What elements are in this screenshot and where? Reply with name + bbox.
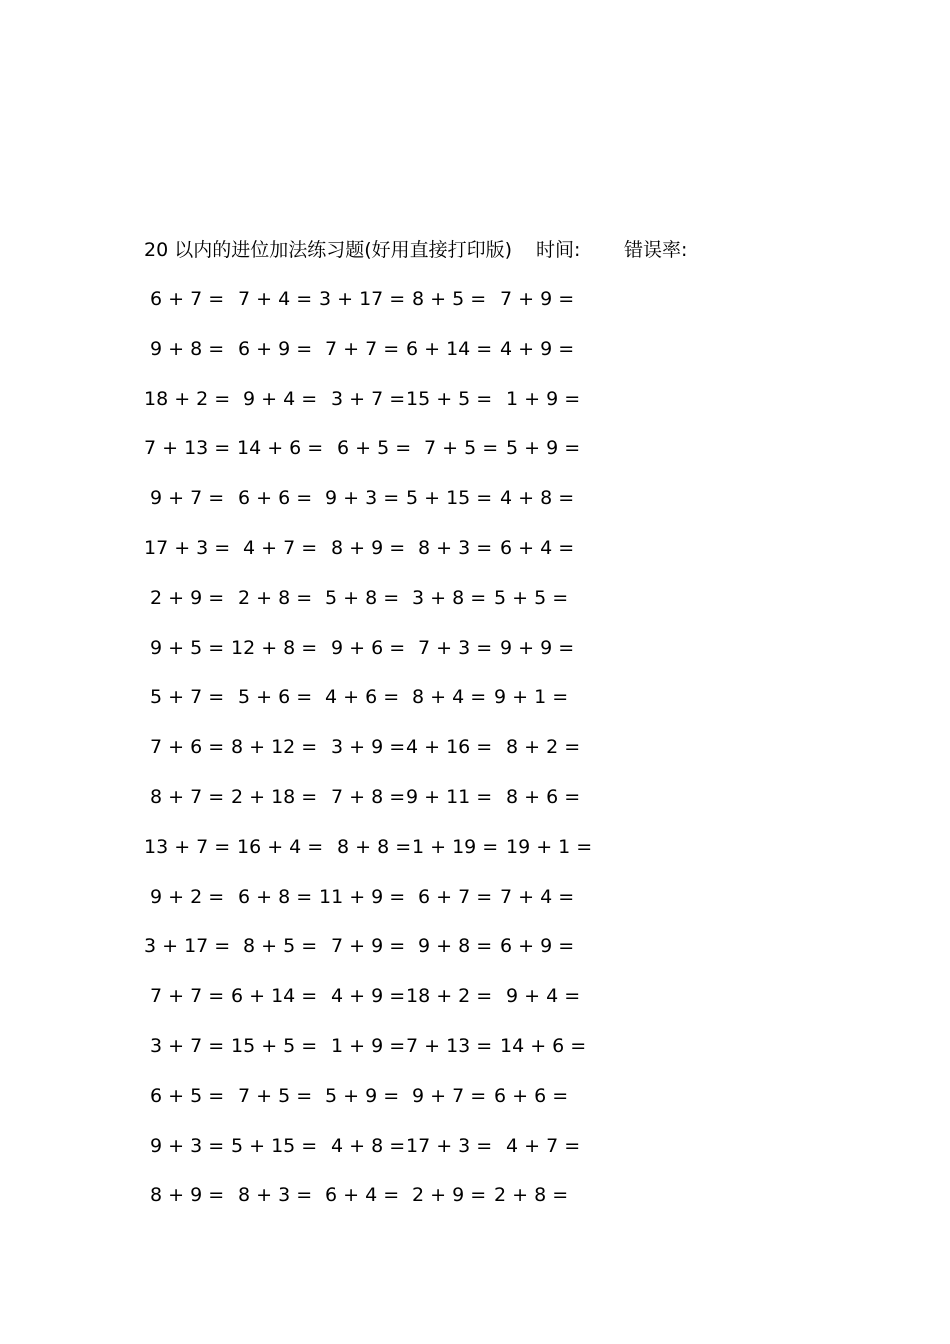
addition-problem (144, 932, 231, 960)
addition-problem (231, 1132, 318, 1160)
addition-problem (319, 285, 406, 313)
addition-problem (406, 484, 493, 512)
problem-text: 9 + 8 = (418, 935, 493, 958)
problem-text: 7 + 9 = (500, 288, 575, 310)
addition-problem (144, 833, 231, 861)
addition-problem (144, 1181, 224, 1209)
problem-row (144, 783, 604, 833)
addition-problem (231, 335, 311, 363)
problem-text: 4 + 7 = (243, 536, 318, 559)
worksheet-title: 20 以内的进位加法练习题(好用直接打印版) (144, 239, 513, 261)
addition-problem (406, 883, 493, 911)
addition-problem (406, 833, 499, 861)
problem-text: 1 + 19 = (412, 835, 499, 858)
addition-problem (144, 1082, 224, 1110)
addition-problem (406, 285, 486, 313)
addition-problem (319, 634, 406, 662)
problem-row (144, 534, 604, 584)
addition-problem (144, 1132, 224, 1160)
problem-text: 4 + 8 = (331, 1134, 406, 1157)
addition-problem (144, 733, 224, 761)
problem-text: 8 + 5 = (412, 288, 487, 310)
problem-text: 6 + 14 = (231, 985, 318, 1008)
problem-text: 3 + 17 = (144, 935, 231, 958)
problem-row (144, 434, 604, 484)
problem-text: 6 + 4 = (500, 536, 575, 559)
problem-text: 6 + 9 = (238, 337, 313, 360)
addition-problem (494, 1032, 587, 1060)
problem-text: 9 + 4 = (243, 387, 318, 410)
addition-problem (494, 883, 574, 911)
addition-problem (494, 335, 574, 363)
addition-problem (231, 683, 311, 711)
addition-problem (319, 484, 399, 512)
addition-problem (144, 584, 224, 612)
problem-text: 7 + 7 = (325, 337, 400, 360)
problem-text: 6 + 5 = (337, 437, 412, 460)
worksheet-header (144, 236, 744, 264)
problem-text: 2 + 18 = (231, 785, 318, 808)
problem-row (144, 982, 604, 1032)
addition-problem (406, 932, 493, 960)
problem-row (144, 932, 604, 982)
problem-text: 6 + 5 = (150, 1084, 225, 1107)
addition-problem (319, 1032, 406, 1060)
addition-problem (494, 1181, 574, 1209)
problem-row (144, 833, 604, 883)
addition-problem (406, 634, 493, 662)
error-rate-label: 错误率: (624, 239, 688, 261)
problem-text: 8 + 3 = (238, 1184, 313, 1207)
problem-text: 3 + 9 = (331, 736, 406, 759)
addition-problem (231, 783, 318, 811)
addition-problem (494, 1132, 581, 1160)
problem-text: 2 + 9 = (150, 586, 225, 609)
problem-text: 7 + 9 = (331, 935, 406, 958)
problem-text: 14 + 6 = (237, 437, 324, 460)
problem-text: 7 + 8 = (331, 785, 406, 808)
problem-text: 4 + 9 = (500, 337, 575, 360)
problem-row (144, 1032, 604, 1082)
problem-text: 8 + 7 = (150, 785, 225, 808)
addition-problem (494, 434, 581, 462)
problem-text: 9 + 11 = (406, 785, 493, 808)
addition-problem (406, 434, 499, 462)
addition-problem (231, 385, 318, 413)
problem-text: 15 + 5 = (406, 387, 493, 410)
problem-row (144, 285, 604, 335)
addition-problem (406, 534, 493, 562)
problem-text: 5 + 7 = (150, 686, 225, 709)
problem-text: 7 + 3 = (418, 636, 493, 659)
addition-problem (319, 833, 412, 861)
problem-text: 9 + 5 = (150, 636, 225, 659)
problem-text: 6 + 4 = (325, 1184, 400, 1207)
problem-text: 8 + 5 = (243, 935, 318, 958)
addition-problem (494, 733, 581, 761)
problem-text: 5 + 15 = (231, 1134, 318, 1157)
problem-text: 8 + 12 = (231, 736, 318, 759)
addition-problem (406, 733, 493, 761)
problem-text: 2 + 8 = (238, 586, 313, 609)
problem-text: 6 + 14 = (406, 337, 493, 360)
problem-text: 11 + 9 = (319, 885, 406, 908)
problem-text: 5 + 9 = (506, 437, 581, 460)
problem-text: 6 + 7 = (418, 885, 493, 908)
problem-row (144, 484, 604, 534)
problem-text: 19 + 1 = (506, 835, 593, 858)
problem-text: 5 + 8 = (325, 586, 400, 609)
addition-problem (319, 982, 406, 1010)
addition-problem (494, 982, 581, 1010)
addition-problem (494, 534, 574, 562)
addition-problem (406, 584, 486, 612)
addition-problem (406, 1181, 486, 1209)
problem-text: 18 + 2 = (144, 387, 231, 410)
addition-problem (231, 1082, 311, 1110)
problem-text: 9 + 4 = (506, 985, 581, 1008)
addition-problem (231, 1032, 318, 1060)
problem-text: 7 + 5 = (238, 1084, 313, 1107)
addition-problem (231, 833, 324, 861)
time-label: 时间: (536, 239, 581, 261)
problem-text: 9 + 7 = (150, 487, 225, 510)
problem-text: 8 + 9 = (150, 1184, 225, 1207)
problem-text: 9 + 3 = (325, 487, 400, 510)
problem-text: 5 + 15 = (406, 487, 493, 510)
addition-problem (144, 434, 231, 462)
addition-problem (231, 883, 311, 911)
addition-problem (319, 683, 399, 711)
addition-problem (231, 634, 318, 662)
addition-problem (406, 1082, 486, 1110)
problem-text: 9 + 6 = (331, 636, 406, 659)
problem-row (144, 335, 604, 385)
addition-problem (319, 783, 406, 811)
addition-problem (144, 335, 224, 363)
problem-text: 5 + 9 = (325, 1084, 400, 1107)
problem-text: 4 + 8 = (500, 487, 575, 510)
addition-problem (144, 385, 231, 413)
problem-text: 6 + 7 = (150, 288, 225, 310)
addition-problem (406, 1032, 493, 1060)
problem-text: 3 + 7 = (331, 387, 406, 410)
addition-problem (231, 534, 318, 562)
problem-text: 18 + 2 = (406, 985, 493, 1008)
problem-text: 8 + 6 = (506, 785, 581, 808)
problem-text: 17 + 3 = (406, 1134, 493, 1157)
addition-problem (319, 335, 399, 363)
problem-text: 7 + 13 = (144, 437, 231, 460)
problem-text: 7 + 7 = (150, 985, 225, 1008)
problem-text: 4 + 6 = (325, 686, 400, 709)
addition-problem (144, 534, 231, 562)
problem-text: 8 + 9 = (331, 536, 406, 559)
addition-problem (406, 385, 493, 413)
problem-text: 16 + 4 = (237, 835, 324, 858)
problem-row (144, 683, 604, 733)
problem-text: 6 + 6 = (494, 1084, 569, 1107)
problem-text: 3 + 7 = (150, 1034, 225, 1057)
addition-problem (494, 385, 581, 413)
problem-row (144, 385, 604, 435)
problem-text: 7 + 6 = (150, 736, 225, 759)
problem-text: 5 + 5 = (494, 586, 569, 609)
addition-problem (406, 683, 486, 711)
problem-row (144, 883, 604, 933)
addition-problem (494, 833, 593, 861)
addition-problem (144, 982, 224, 1010)
problem-row (144, 1082, 604, 1132)
problem-text: 17 + 3 = (144, 536, 231, 559)
problem-text: 9 + 8 = (150, 337, 225, 360)
problem-text: 7 + 5 = (424, 437, 499, 460)
problem-text: 9 + 2 = (150, 885, 225, 908)
problem-text: 9 + 1 = (494, 686, 569, 709)
addition-problem (319, 1132, 406, 1160)
problem-text: 13 + 7 = (144, 835, 231, 858)
problem-text: 9 + 7 = (412, 1084, 487, 1107)
problem-text: 15 + 5 = (231, 1034, 318, 1057)
problem-text: 2 + 8 = (494, 1184, 569, 1207)
addition-problem (406, 783, 493, 811)
problem-text: 1 + 9 = (506, 387, 581, 410)
addition-problem (231, 1181, 311, 1209)
problem-text: 4 + 9 = (331, 985, 406, 1008)
problem-text: 8 + 4 = (412, 686, 487, 709)
problem-text: 7 + 13 = (406, 1034, 493, 1057)
addition-problem (406, 982, 493, 1010)
addition-problem (319, 1181, 399, 1209)
addition-problem (144, 285, 224, 313)
addition-problem (231, 584, 311, 612)
problem-text: 6 + 8 = (238, 885, 313, 908)
addition-problem (319, 883, 406, 911)
problem-text: 2 + 9 = (412, 1184, 487, 1207)
addition-problem (494, 683, 574, 711)
problem-row (144, 634, 604, 684)
problem-row (144, 1132, 604, 1182)
addition-problem (319, 434, 412, 462)
addition-problem (144, 484, 224, 512)
problem-text: 3 + 17 = (319, 288, 406, 310)
addition-problem (494, 484, 574, 512)
addition-problem (231, 484, 311, 512)
problem-text: 12 + 8 = (231, 636, 318, 659)
problem-row (144, 584, 604, 634)
problem-text: 4 + 16 = (406, 736, 493, 759)
addition-problem (144, 883, 224, 911)
addition-problem (494, 1082, 574, 1110)
addition-problem (406, 1132, 493, 1160)
problem-row (144, 1181, 604, 1231)
problem-row (144, 733, 604, 783)
problem-text: 7 + 4 = (500, 885, 575, 908)
addition-problem (406, 335, 493, 363)
problem-text: 14 + 6 = (500, 1034, 587, 1057)
addition-problem (144, 783, 224, 811)
addition-problem (319, 932, 406, 960)
addition-problem (144, 1032, 224, 1060)
addition-problem (144, 683, 224, 711)
addition-problem (319, 1082, 399, 1110)
addition-problem (144, 634, 224, 662)
problem-text: 8 + 3 = (418, 536, 493, 559)
problem-text: 4 + 7 = (506, 1134, 581, 1157)
addition-problem (319, 385, 406, 413)
addition-problem (319, 733, 406, 761)
problem-text: 9 + 9 = (500, 636, 575, 659)
addition-problem (494, 285, 574, 313)
addition-problem (494, 932, 574, 960)
addition-problem (231, 285, 311, 313)
problem-text: 1 + 9 = (331, 1034, 406, 1057)
problem-text: 7 + 4 = (238, 288, 313, 310)
problem-text: 8 + 8 = (337, 835, 412, 858)
addition-problem (231, 434, 324, 462)
problem-text: 3 + 8 = (412, 586, 487, 609)
addition-problem (231, 982, 318, 1010)
addition-problem (494, 584, 574, 612)
problem-text: 6 + 6 = (238, 487, 313, 510)
addition-problem (494, 783, 581, 811)
addition-problem (319, 534, 406, 562)
problem-text: 9 + 3 = (150, 1134, 225, 1157)
problem-grid (144, 285, 604, 1231)
addition-problem (231, 932, 318, 960)
problem-text: 5 + 6 = (238, 686, 313, 709)
addition-problem (319, 584, 399, 612)
addition-problem (231, 733, 318, 761)
problem-text: 8 + 2 = (506, 736, 581, 759)
problem-text: 6 + 9 = (500, 935, 575, 958)
addition-problem (494, 634, 574, 662)
